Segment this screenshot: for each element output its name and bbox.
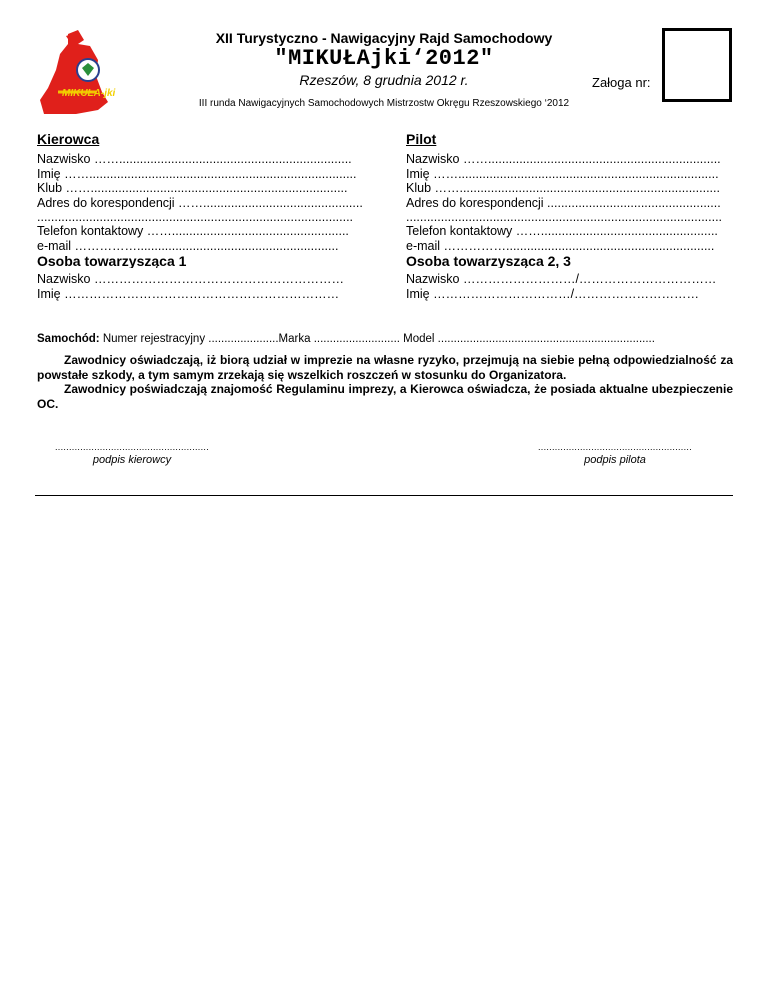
companion1-title: Osoba towarzysząca 1 [37,254,187,269]
event-name: "MIKUŁAjki‘2012" [274,46,494,71]
driver-signature[interactable] [37,442,227,466]
companion1-firstname-field[interactable]: Imię ………………………………………………………… [37,286,340,301]
pilot-phone-field[interactable]: Telefon kontaktowy ……................................................... [406,224,718,239]
companion1-surname-field[interactable]: Nazwisko …………………………………………………… [37,272,344,287]
logo-text: MIKUŁA-jki [62,88,116,99]
divider-line [35,495,733,496]
companion23-title: Osoba towarzysząca 2, 3 [406,254,571,269]
pilot-surname-field[interactable]: Nazwisko ……................................................................... [406,152,721,167]
car-fields: Numer rejestracyjny ......................Marka ........................... Model .................................................................... [99,333,655,345]
companion23-surname-field[interactable]: Nazwisko ………………………/…………………………… [406,272,717,287]
pilot-title: Pilot [406,132,437,147]
pilot-section [406,132,736,253]
event-subtitle: III runda Nawigacyjnych Samochodowych Mistrzostw Okręgu Rzeszowskiego ‘2012 [198,98,570,109]
companion1-section [37,254,367,301]
driver-phone-field[interactable]: Telefon kontaktowy ……................................................... [37,224,349,239]
declaration-liability: Zawodnicy oświadczają, iż biorą udział w imprezie na własne ryzyko, przejmują na siebie pełną odpowiedzialność za powstałe szkody, a tym samym zrzekają się wszelkich roszczeń w stosunku do Organizatora. [37,353,733,382]
pilot-email-field[interactable]: e-mail ……………............................................................ [406,238,715,253]
driver-title: Kierowca [37,132,100,147]
car-details-row[interactable] [37,333,655,345]
pilot-firstname-field[interactable]: Imię ……........................................................................... [406,166,719,181]
car-label: Samochód: [37,333,100,345]
pilot-address-field[interactable]: Adres do korespondencji .................................................. [406,195,721,210]
pilot-signature-line: ....................................................... [537,442,693,452]
driver-surname-field[interactable]: Nazwisko ……................................................................... [37,152,352,167]
crew-number-box[interactable] [662,28,732,102]
driver-signature-label: podpis kierowcy [92,454,172,466]
driver-signature-line: ....................................................... [54,442,210,452]
pilot-signature-label: podpis pilota [584,454,646,466]
event-date-place: Rzeszów, 8 grudnia 2012 r. [299,72,469,88]
declaration [37,353,733,411]
driver-address-field[interactable]: Adres do korespondencji …….............................................. [37,195,363,210]
pilot-address-field-2[interactable]: ........................................................................................... [406,210,723,225]
driver-address-field-2[interactable]: ........................................................................................... [37,210,354,225]
crew-number-label: Załoga nr: [592,75,651,90]
declaration-regulations: Zawodnicy poświadczają znajomość Regulaminu imprezy, a Kierowca oświadcza, że posiada aktualne ubezpieczenie OC. [37,382,733,411]
event-title: XII Turystyczno - Nawigacyjny Rajd Samochodowy [215,30,553,46]
companion23-section [406,254,736,301]
companion23-firstname-field[interactable]: Imię ……………………………/………………………… [406,286,700,301]
driver-firstname-field[interactable]: Imię ……............................................................................. [37,166,357,181]
driver-email-field[interactable]: e-mail …………….......................................................... [37,238,339,253]
driver-section [37,132,367,253]
pilot-signature[interactable] [520,442,710,466]
driver-club-field[interactable]: Klub …….......................................................................... [37,181,348,196]
pilot-club-field[interactable]: Klub ……........................................................................... [406,181,720,196]
